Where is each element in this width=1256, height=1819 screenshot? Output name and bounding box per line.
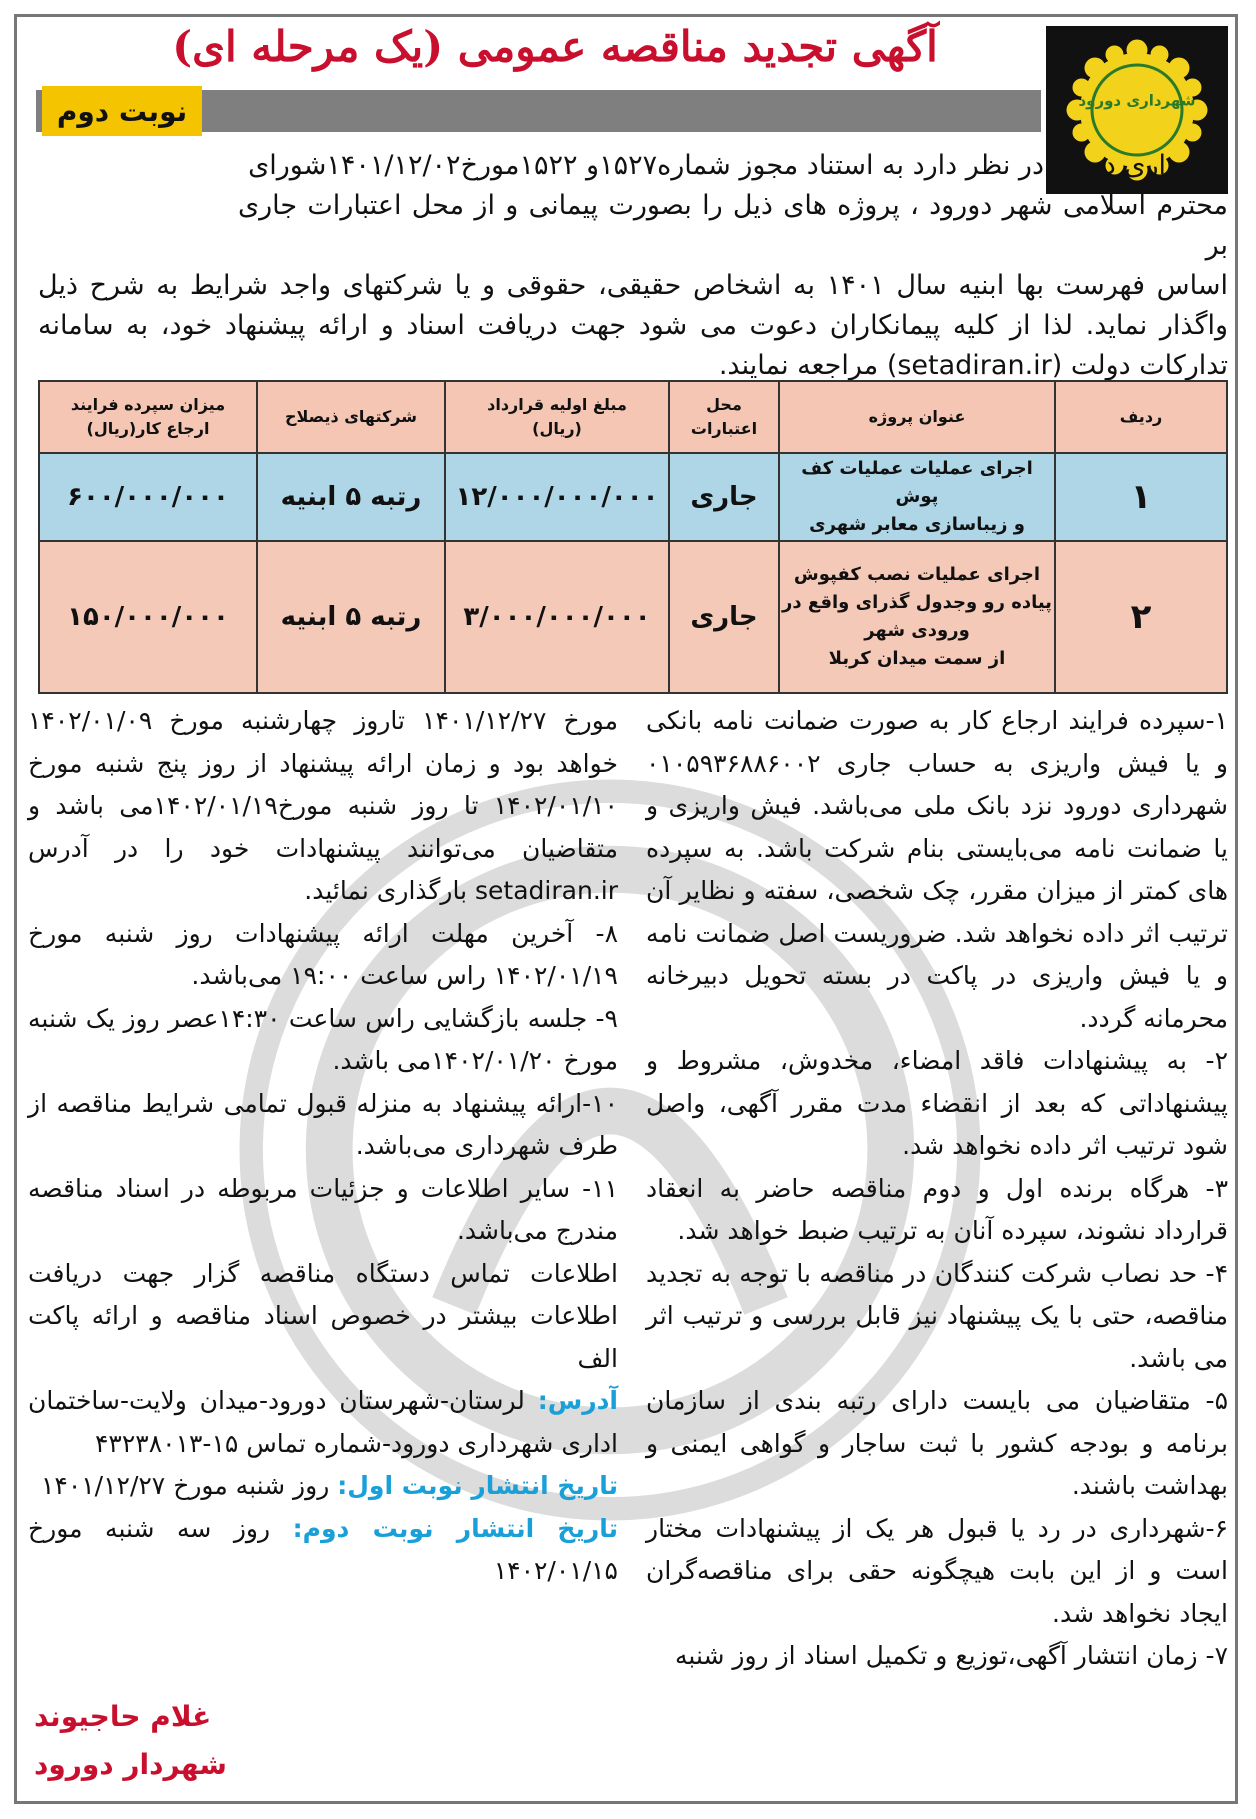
- header-project: عنوان پروژه: [779, 381, 1055, 453]
- header-companies: شرکتهای ذیصلاح: [257, 381, 445, 453]
- row-deposit: ۱۵۰/۰۰۰/۰۰۰: [39, 541, 257, 693]
- row-title-l2: پیاده رو وجدول گذرای واقع در: [782, 592, 1052, 613]
- table-header-row: [39, 381, 1227, 453]
- row-title-l1: اجرای عملیات عملیات کف پوش: [801, 458, 1033, 507]
- logo-text-line: شهرداری دورود: [1078, 91, 1196, 110]
- address-text: لرستان-شهرستان دورود-میدان ولایت-ساختمان اداری شهرداری دورود-شماره تماس ۱۵-۴۳۲۳۸۰۱۳: [28, 1386, 618, 1458]
- term-item-10: ۱۰-ارائه پیشنهاد به منزله قبول تمامی شرایط مناقصه از طرف شهرداری می‌باشد.: [28, 1088, 618, 1160]
- intro-rest: اساس فهرست بها ابنیه سال ۱۴۰۱ به اشخاص حقیقی، حقوقی و یا شرکتهای واجد شرایط به شرح ذیل واگذار نماید. لذا از کلیه پیمانکاران دعوت می شود جهت دریافت اسناد و ارائه پیشنهاد خود، به سامانه تدارکات دولت (setadiran.ir) مراجعه نمایند.: [38, 270, 1228, 381]
- address-label: آدرس:: [537, 1386, 618, 1415]
- table-row: [39, 453, 1227, 541]
- page-title: آگهی تجدید مناقصه عمومی (یک مرحله ای): [172, 22, 938, 71]
- terms-right-column: [646, 700, 1228, 1678]
- header-deposit-l1: میزان سپرده فرایند: [70, 395, 226, 414]
- header-source: [669, 381, 779, 453]
- projects-table: [38, 380, 1228, 694]
- row-source: جاری: [669, 453, 779, 541]
- row-source: جاری: [669, 541, 779, 693]
- round-badge: نوبت دوم: [42, 86, 202, 136]
- signature-role: شهردار دورود: [34, 1748, 227, 1781]
- intro-line-1: شهرداری دورود در نظر دارد به استناد مجوز شماره۱۵۲۷و ۱۵۲۲مورخ۱۴۰۱/۱۲/۰۲شورای: [248, 150, 1228, 181]
- address: [28, 1380, 618, 1465]
- row-num: ۱: [1055, 453, 1227, 541]
- publish-second-label: تاریخ انتشار نوبت دوم:: [292, 1513, 619, 1543]
- signature-name: غلام حاجیوند: [34, 1700, 212, 1733]
- publish-date-first: [28, 1465, 618, 1508]
- header-deposit-l2: ارجاع کار(ریال): [86, 419, 210, 438]
- term-item-2: ۲- به پیشنهادات فاقد امضاء، مخدوش، مشروط و پیشنهاداتی که بعد از انقضاء مدت مقرر آگهی، واصل شود ترتیب اثر داده نخواهد شد.: [646, 1046, 1228, 1160]
- publish-second-text: روز سه شنبه مورخ ۱۴۰۲/۰۱/۱۵: [28, 1513, 618, 1585]
- terms-left-column: [28, 700, 618, 1593]
- header-deposit: [39, 381, 257, 453]
- row-title: [779, 453, 1055, 541]
- row-title-l1: اجرای عملیات نصب کفپوش: [793, 564, 1041, 585]
- term-item-5: ۵- متقاضیان می بایست دارای رتبه بندی از سازمان برنامه و بودجه کشور با ثبت ساجار و گواهی ایمنی و بهداشت باشند.: [646, 1386, 1228, 1500]
- term-item-9: ۹- جلسه بازگشایی راس ساعت ۱۴:۳۰عصر روز یک شنبه مورخ ۱۴۰۲/۰۱/۲۰می باشد.: [28, 1003, 618, 1075]
- term-item-3: ۳- هرگاه برنده اول و دوم مناقصه حاضر به انعقاد قرارداد نشوند، سپرده آنان به ترتیب ضبط خواهد شد.: [646, 1173, 1228, 1245]
- contact-info: اطلاعات تماس دستگاه مناقصه گزار جهت دریافت اطلاعات بیشتر در خصوص اسناد مناقصه و ارائه پاکت الف: [28, 1258, 618, 1373]
- intro-line-2: محترم اسلامی شهر دورود ، پروژه های ذیل را بصورت پیمانی و از محل اعتبارات جاری بر: [238, 190, 1228, 261]
- header-source-l2: اعتبارات: [690, 419, 758, 438]
- row-deposit: ۶۰۰/۰۰۰/۰۰۰: [39, 453, 257, 541]
- term-item-1: ۱-سپرده فرایند ارجاع کار به صورت ضمانت نامه بانکی و یا فیش واریزی به حساب جاری ۰۱۰۵۹۳۶۸۸۶۰۰۲ شهرداری دورود نزد بانک ملی می‌باشد. فیش واریزی و یا ضمانت نامه می‌بایستی بنام شرکت باشد. به سپرده های کمتر از میزان مقرر، چک شخصی، سفته و نظایر آن ترتیب اثر داده نخواهد شد. ضروریست اصل ضمانت نامه و یا فیش واریزی در پاکت در بسته تحویل دبیرخانه محرمانه گردد.: [646, 706, 1228, 1033]
- header-amount-l1: مبلغ اولیه قرارداد: [487, 395, 627, 414]
- publish-first-label: تاریخ انتشار نوبت اول:: [337, 1471, 618, 1500]
- row-grade: رتبه ۵ ابنیه: [257, 453, 445, 541]
- header-amount-l2: (ریال): [532, 419, 582, 438]
- row-num: ۲: [1055, 541, 1227, 693]
- term-item-4: ۴- حد نصاب شرکت کنندگان در مناقصه با توجه به تجدید مناقصه، حتی با یک پیشنهاد نیز قابل بررسی و ترتیب اثر می باشد.: [646, 1258, 1228, 1373]
- term-item-7: ۷- زمان انتشار آگهی،توزیع و تکمیل اسناد از روز شنبه: [675, 1641, 1228, 1670]
- publish-date-second: [28, 1508, 618, 1593]
- term-item-8: ۸- آخرین مهلت ارائه پیشنهادات روز شنبه مورخ ۱۴۰۲/۰۱/۱۹ راس ساعت ۱۹:۰۰ می‌باشد.: [28, 918, 618, 990]
- header-amount: [445, 381, 669, 453]
- row-title: [779, 541, 1055, 693]
- term-item-7-continued: مورخ ۱۴۰۱/۱۲/۲۷ تاروز چهارشنبه مورخ ۱۴۰۲/۰۱/۰۹ خواهد بود و زمان ارائه پیشنهاد از روز پنج شنبه مورخ ۱۴۰۲/۰۱/۱۰ تا روز شنبه مورخ۱۴۰۲/۰۱/۱۹می باشد و متقاضیان می‌توانند پیشنهادات خود را در آدرس setadiran.ir بارگذاری نمائید.: [28, 706, 619, 905]
- row-title-l2: و زیباسازی معابر شهری: [809, 514, 1025, 535]
- row-title-l3: ورودی شهر: [864, 620, 970, 641]
- term-item-6: ۶-شهرداری در رد یا قبول هر یک از پیشنهادات مختار است و از این بابت هیچگونه حقی برای مناقصه‌گران ایجاد نخواهد شد.: [646, 1513, 1228, 1628]
- row-amount: ۱۲/۰۰۰/۰۰۰/۰۰۰: [445, 453, 669, 541]
- header-source-l1: محل: [706, 395, 742, 414]
- row-title-l4: از سمت میدان کربلا: [828, 648, 1006, 669]
- publish-first-text: روز شنبه مورخ ۱۴۰۱/۱۲/۲۷: [40, 1471, 330, 1500]
- row-grade: رتبه ۵ ابنیه: [257, 541, 445, 693]
- row-amount: ۳/۰۰۰/۰۰۰/۰۰۰: [445, 541, 669, 693]
- intro-paragraph: [38, 146, 1228, 386]
- table-row: [39, 541, 1227, 693]
- term-item-11: ۱۱- سایر اطلاعات و جزئیات مربوطه در اسناد مناقصه مندرج می‌باشد.: [28, 1173, 618, 1245]
- header-row-num: ردیف: [1055, 381, 1227, 453]
